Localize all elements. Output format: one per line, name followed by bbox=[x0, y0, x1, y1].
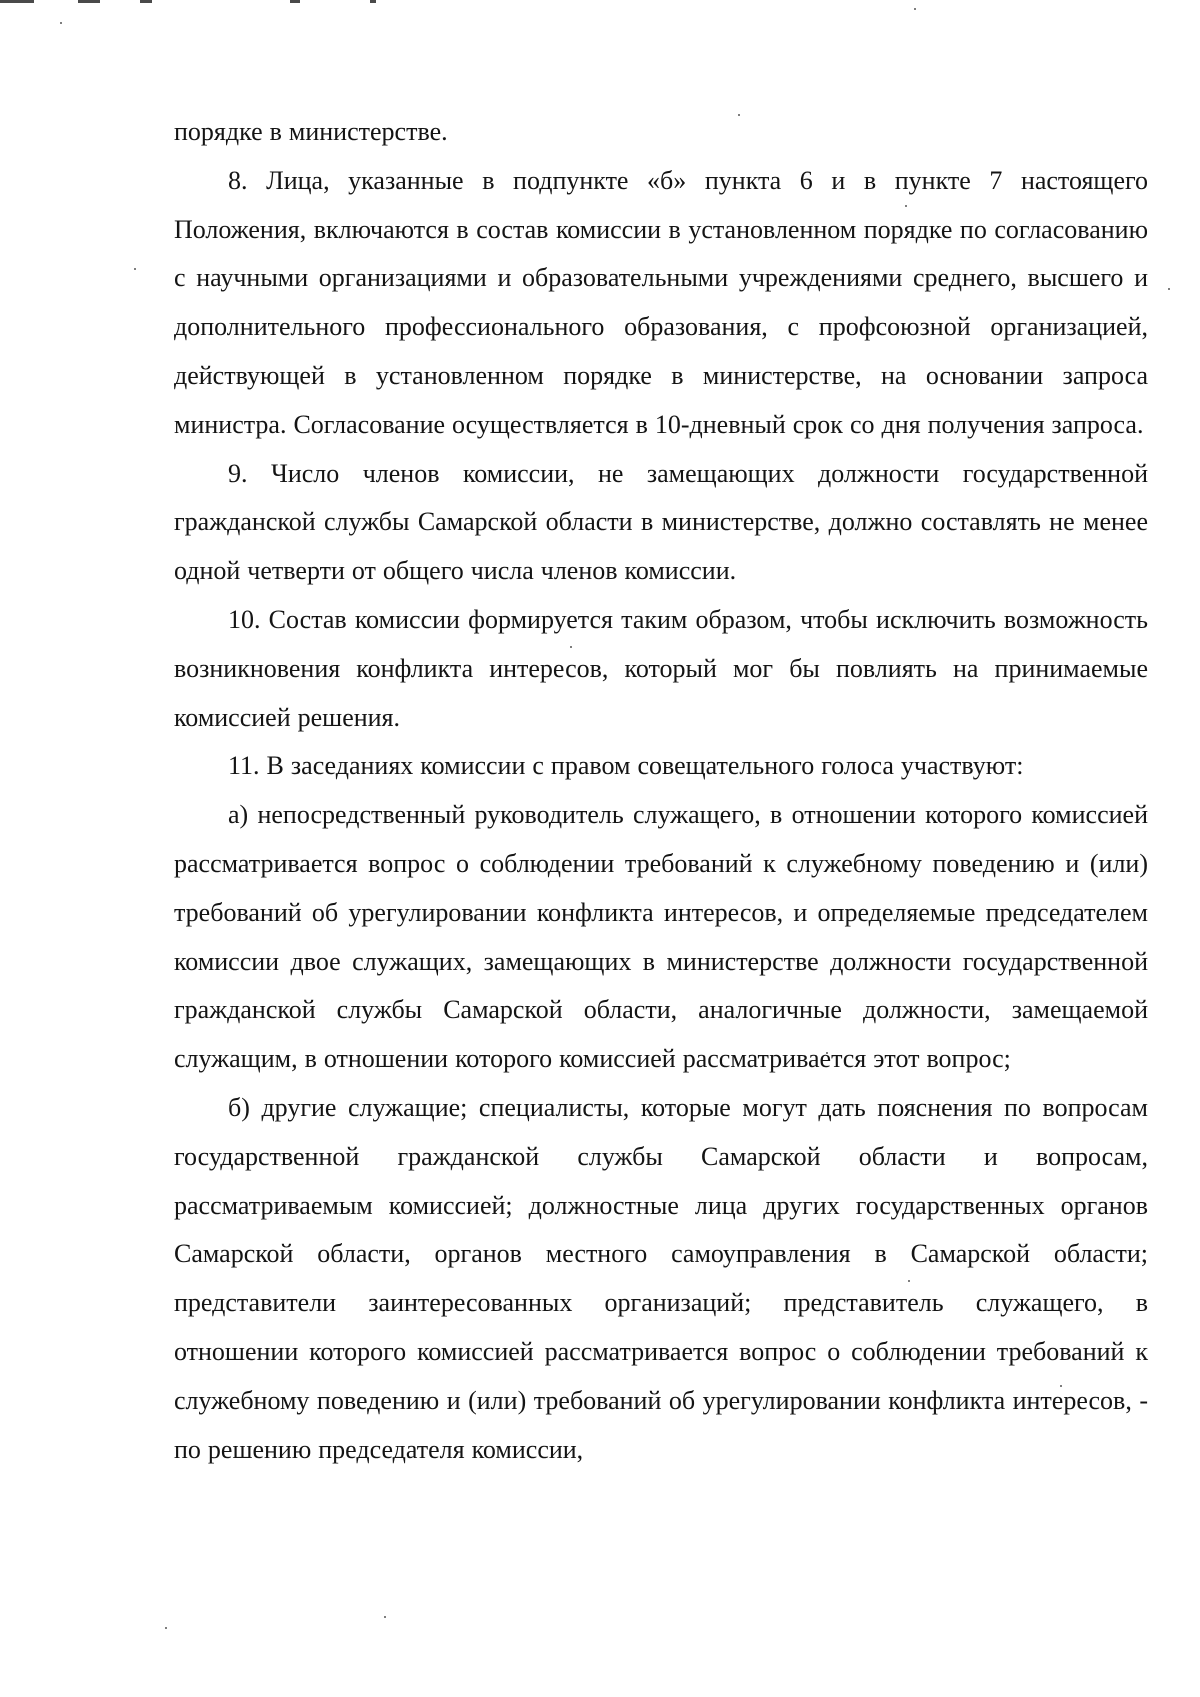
paragraph-11-b: б) другие служащие; специалисты, которые могут дать пояснения по вопросам государственной гражданской службы Самарской области и вопросам, рассматриваемым комиссией; должностные лица других государственных органов Самарской области, органов местного самоуправления в Самарской области; представители заинтересованных организаций; представитель служащего, в отношении которого комиссией рассматривается вопрос о соблюдении требований к служебному поведению и (или) требований об урегулировании конфликта интересов, - по решению председателя комиссии, bbox=[174, 1092, 1148, 1464]
scan-speck bbox=[384, 1616, 386, 1618]
scan-edge-marks bbox=[0, 0, 420, 6]
scan-mark bbox=[370, 0, 376, 3]
paragraph-8: 8. Лица, указанные в подпункте «б» пункта 6 и в пункте 7 настоящего Положения, включаются в состав комиссии в установленном порядке по согласованию с научными организациями и образовательными учреждениями среднего, высшего и дополнительного профессионального образования, с профсоюзной организацией, действующей в установленном порядке в министерстве, на основании запроса министра. Согласование осуществляется в 10-дневный срок со дня получения запроса. bbox=[174, 165, 1148, 439]
paragraph-11-a: а) непосредственный руководитель служащего, в отношении которого комиссией рассматривается вопрос о соблюдении требований к служебному поведению и (или) требований об урегулировании конфликта интересов, и определяемые председателем комиссии двое служащих, замещающих в министерстве должности государственной гражданской службы Самарской области, аналогичные должности, замещаемой служащим, в отношении которого комиссией рассматривается этот вопрос; bbox=[174, 800, 1148, 1074]
scan-mark bbox=[0, 0, 34, 3]
scan-speck bbox=[1168, 288, 1170, 290]
scan-mark bbox=[78, 0, 100, 3]
scan-speck bbox=[134, 268, 136, 270]
document-body bbox=[174, 108, 1148, 1474]
scan-mark bbox=[290, 0, 300, 3]
scan-mark bbox=[140, 0, 152, 3]
paragraph-continuation: порядке в министерстве. bbox=[174, 117, 448, 146]
scan-speck bbox=[165, 1627, 167, 1629]
scan-speck bbox=[914, 8, 916, 10]
scan-speck bbox=[60, 22, 62, 24]
paragraph-9: 9. Число членов комиссии, не замещающих должности государственной гражданской службы Самарской области в министерстве, должно составлять не менее одной четверти от общего числа членов комиссии. bbox=[174, 458, 1148, 586]
paragraph-10: 10. Состав комиссии формируется таким образом, чтобы исключить возможность возникновения конфликта интересов, который мог бы повлиять на принимаемые комиссией решения. bbox=[174, 604, 1148, 732]
paragraph-11: 11. В заседаниях комиссии с правом совещательного голоса участвуют: bbox=[228, 751, 1024, 781]
